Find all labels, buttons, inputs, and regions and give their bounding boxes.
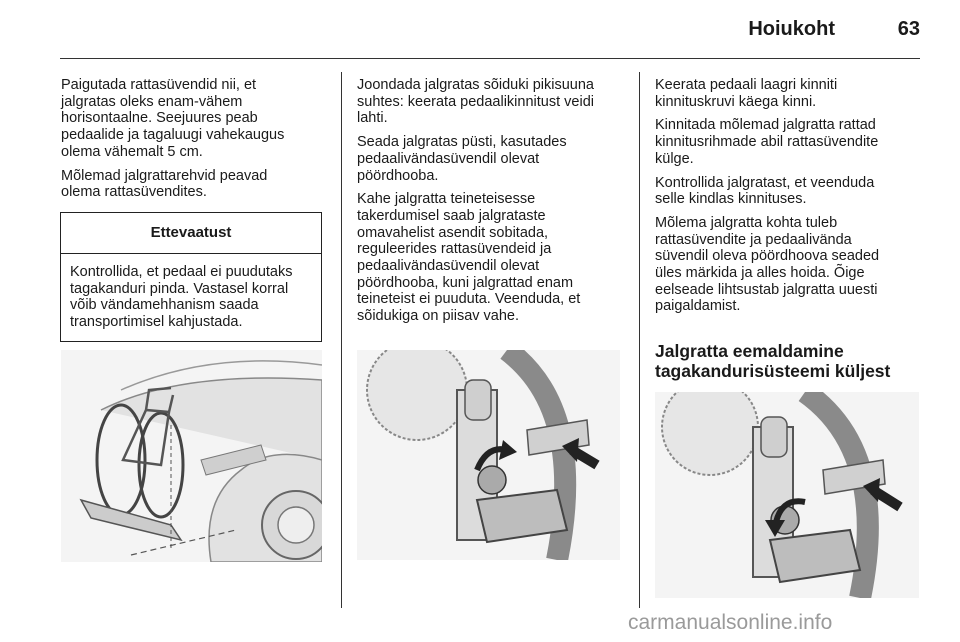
watermark: carmanualsonline.info — [628, 611, 833, 634]
paragraph: Mõlemad jalgrattarehvid peavad olema rattasüvendites. — [61, 167, 268, 201]
column-2 — [357, 77, 627, 332]
paragraph: Mõlema jalgratta kohta tuleb rattasüvendite ja pedaalivända süvendil oleva pöördhoova seaded üles märkida ja alles hoida. Õige eelseade lihtsustab jalgratta uuesti paigaldamist. — [655, 214, 880, 315]
header-rule — [60, 58, 920, 59]
figure-bike-on-carrier — [61, 350, 322, 562]
figure-pedal-mount-align — [357, 350, 620, 560]
section-heading: Jalgratta eemaldamine tagakandurisüsteemi küljest — [655, 341, 891, 381]
paragraph: Seada jalgratas püsti, kasutades pedaalivändasüvendil olevat pöördhooba. — [357, 134, 567, 184]
paragraph: Kahe jalgratta teineteisesse takerdumisel saab jalgrataste omavahelist asendit sobitada, reguleerides rattasüvendeid ja pedaalivändasüvendil olevat pöördhooba, kuni jalgrattad enam teineteist ei puuduta. Veenduda, et sõidukiga on piisav vahe. — [357, 191, 581, 325]
paragraph: Joondada jalgratas sõiduki pikisuuna suhtes: keerata pedaalikinnitust veidi lahti. — [357, 77, 594, 127]
paragraph: Keerata pedaali laagri kinniti kinnituskruvi käega kinni. — [655, 77, 838, 110]
column-1 — [61, 77, 326, 208]
paragraph: Paigutada rattasüvendid nii, et jalgratas oleks enam-vähem horisontaalne. Seejuures peab pedaalide ja tagaluugi vahekaugus olema vähemalt 5 cm. — [61, 77, 285, 160]
column-divider-left — [341, 72, 342, 608]
page-header — [0, 0, 960, 60]
section-title: Hoiukoht — [748, 18, 835, 40]
caution-text: Kontrollida, et pedaal ei puudutaks tagakanduri pinda. Vastasel korral võib vändamehhanism saada transportimisel kahjustada. — [70, 264, 293, 331]
page-number: 63 — [897, 18, 920, 40]
figure-pedal-mount-remove — [655, 392, 919, 598]
column-3 — [655, 77, 925, 322]
caution-box — [60, 212, 322, 342]
column-divider-right — [639, 72, 640, 608]
paragraph: Kontrollida jalgratast, et veenduda selle kindlas kinnituses. — [655, 174, 875, 208]
paragraph: Kinnitada mõlemad jalgratta rattad kinnitusrihmade abil rattasüvendite külge. — [655, 117, 879, 167]
caution-title: Ettevaatust — [61, 213, 321, 254]
